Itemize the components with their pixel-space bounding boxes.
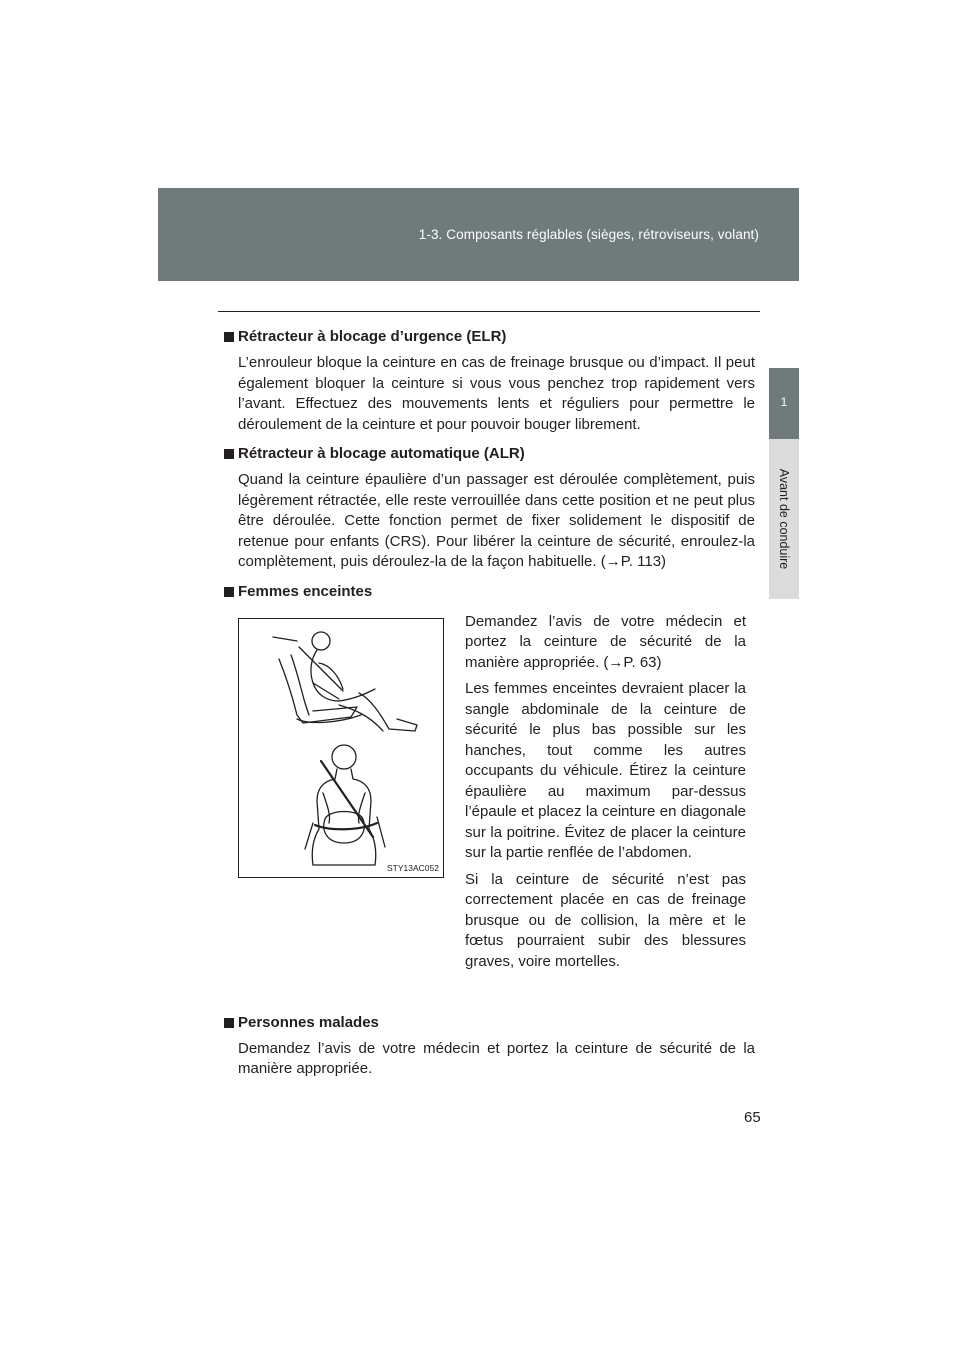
chapter-tab-number: 1 [780,395,788,409]
section-heading-text: Femmes enceintes [238,582,373,600]
pregnant-text-column [465,612,746,979]
chapter-tab-number-box [769,368,799,439]
section-alr [224,444,755,573]
square-bullet-icon [224,1018,234,1028]
section-heading [224,582,755,602]
square-bullet-icon [224,332,234,342]
pregnant-woman-seatbelt-icon [239,619,443,877]
section-heading-text: Rétracteur à blocage automatique (ALR) [238,445,525,462]
section-paragraph: Les femmes enceintes devraient placer la sangle abdominale de la ceinture de sécurité le plus bas possible sur les hanches, tout comme les autres occupants du véhicule. Étirez la ceinture épaulière au maximum par-dessus l’épaule et placez la ceinture en diagonale sur la poitrine. Évitez de placer la ceinture sur la partie renflée de l’abdomen. [465,680,746,861]
page-content [224,327,755,1089]
figure-row [224,612,755,1004]
section-paragraph: Demandez l’avis de votre médecin et portez la ceinture de sécurité de la manière appropriée. (→P. 63) [465,612,746,671]
section-heading-text: Rétracteur à blocage d’urgence (ELR) [238,328,507,345]
chapter-header-title: 1-3. Composants réglables (sièges, rétroviseurs, volant) [418,227,759,242]
section-heading [224,327,755,347]
section-elr [224,327,755,435]
section-text: L’enrouleur bloque la ceinture en cas de freinage brusque ou d’impact. Il peut également bloquer la ceinture si vous vous penchez trop rapidement vers l’avant. Effectuez des mouvements lents et réguliers pour permettre le déroulement de la ceinture et pour pouvoir bouger librement. [238,354,755,433]
section-heading-text: Personnes malades [238,1013,379,1031]
section-paragraph: Si la ceinture de sécurité n’est pas correctement placée en cas de freinage brusque ou de collision, la mère et le fœtus pourraient subir des blessures graves, voire mortelles. [465,870,746,970]
chapter-header-bar [158,188,799,281]
section-text: Quand la ceinture épaulière d’un passager est déroulée complètement, puis légèrement rétractée, elle reste verrouillée dans cette position et ne peut plus être déroulée. Cette fonction permet de fixer solidement le dispositif de retenue pour enfants (CRS). Pour libérer la ceinture de sécurité, enroulez-la complètement, puis déroulez-la de la façon habituelle. (→P. 113) [238,471,755,570]
chapter-tab-label-box [769,439,799,599]
square-bullet-icon [224,449,234,459]
chapter-tab-label: Avant de conduire [777,468,791,570]
figure-code: STY13AC052 [387,862,439,873]
square-bullet-icon [224,587,234,597]
section-heading [224,444,755,464]
section-heading [224,1013,755,1033]
header-rule [218,311,760,312]
section-sick-persons [224,1013,755,1080]
pregnant-seatbelt-illustration [238,618,444,878]
section-pregnant [224,582,755,1004]
section-text: Demandez l’avis de votre médecin et portez la ceinture de sécurité de la manière appropriée. [238,1039,755,1077]
page-number: 65 [744,1109,761,1126]
